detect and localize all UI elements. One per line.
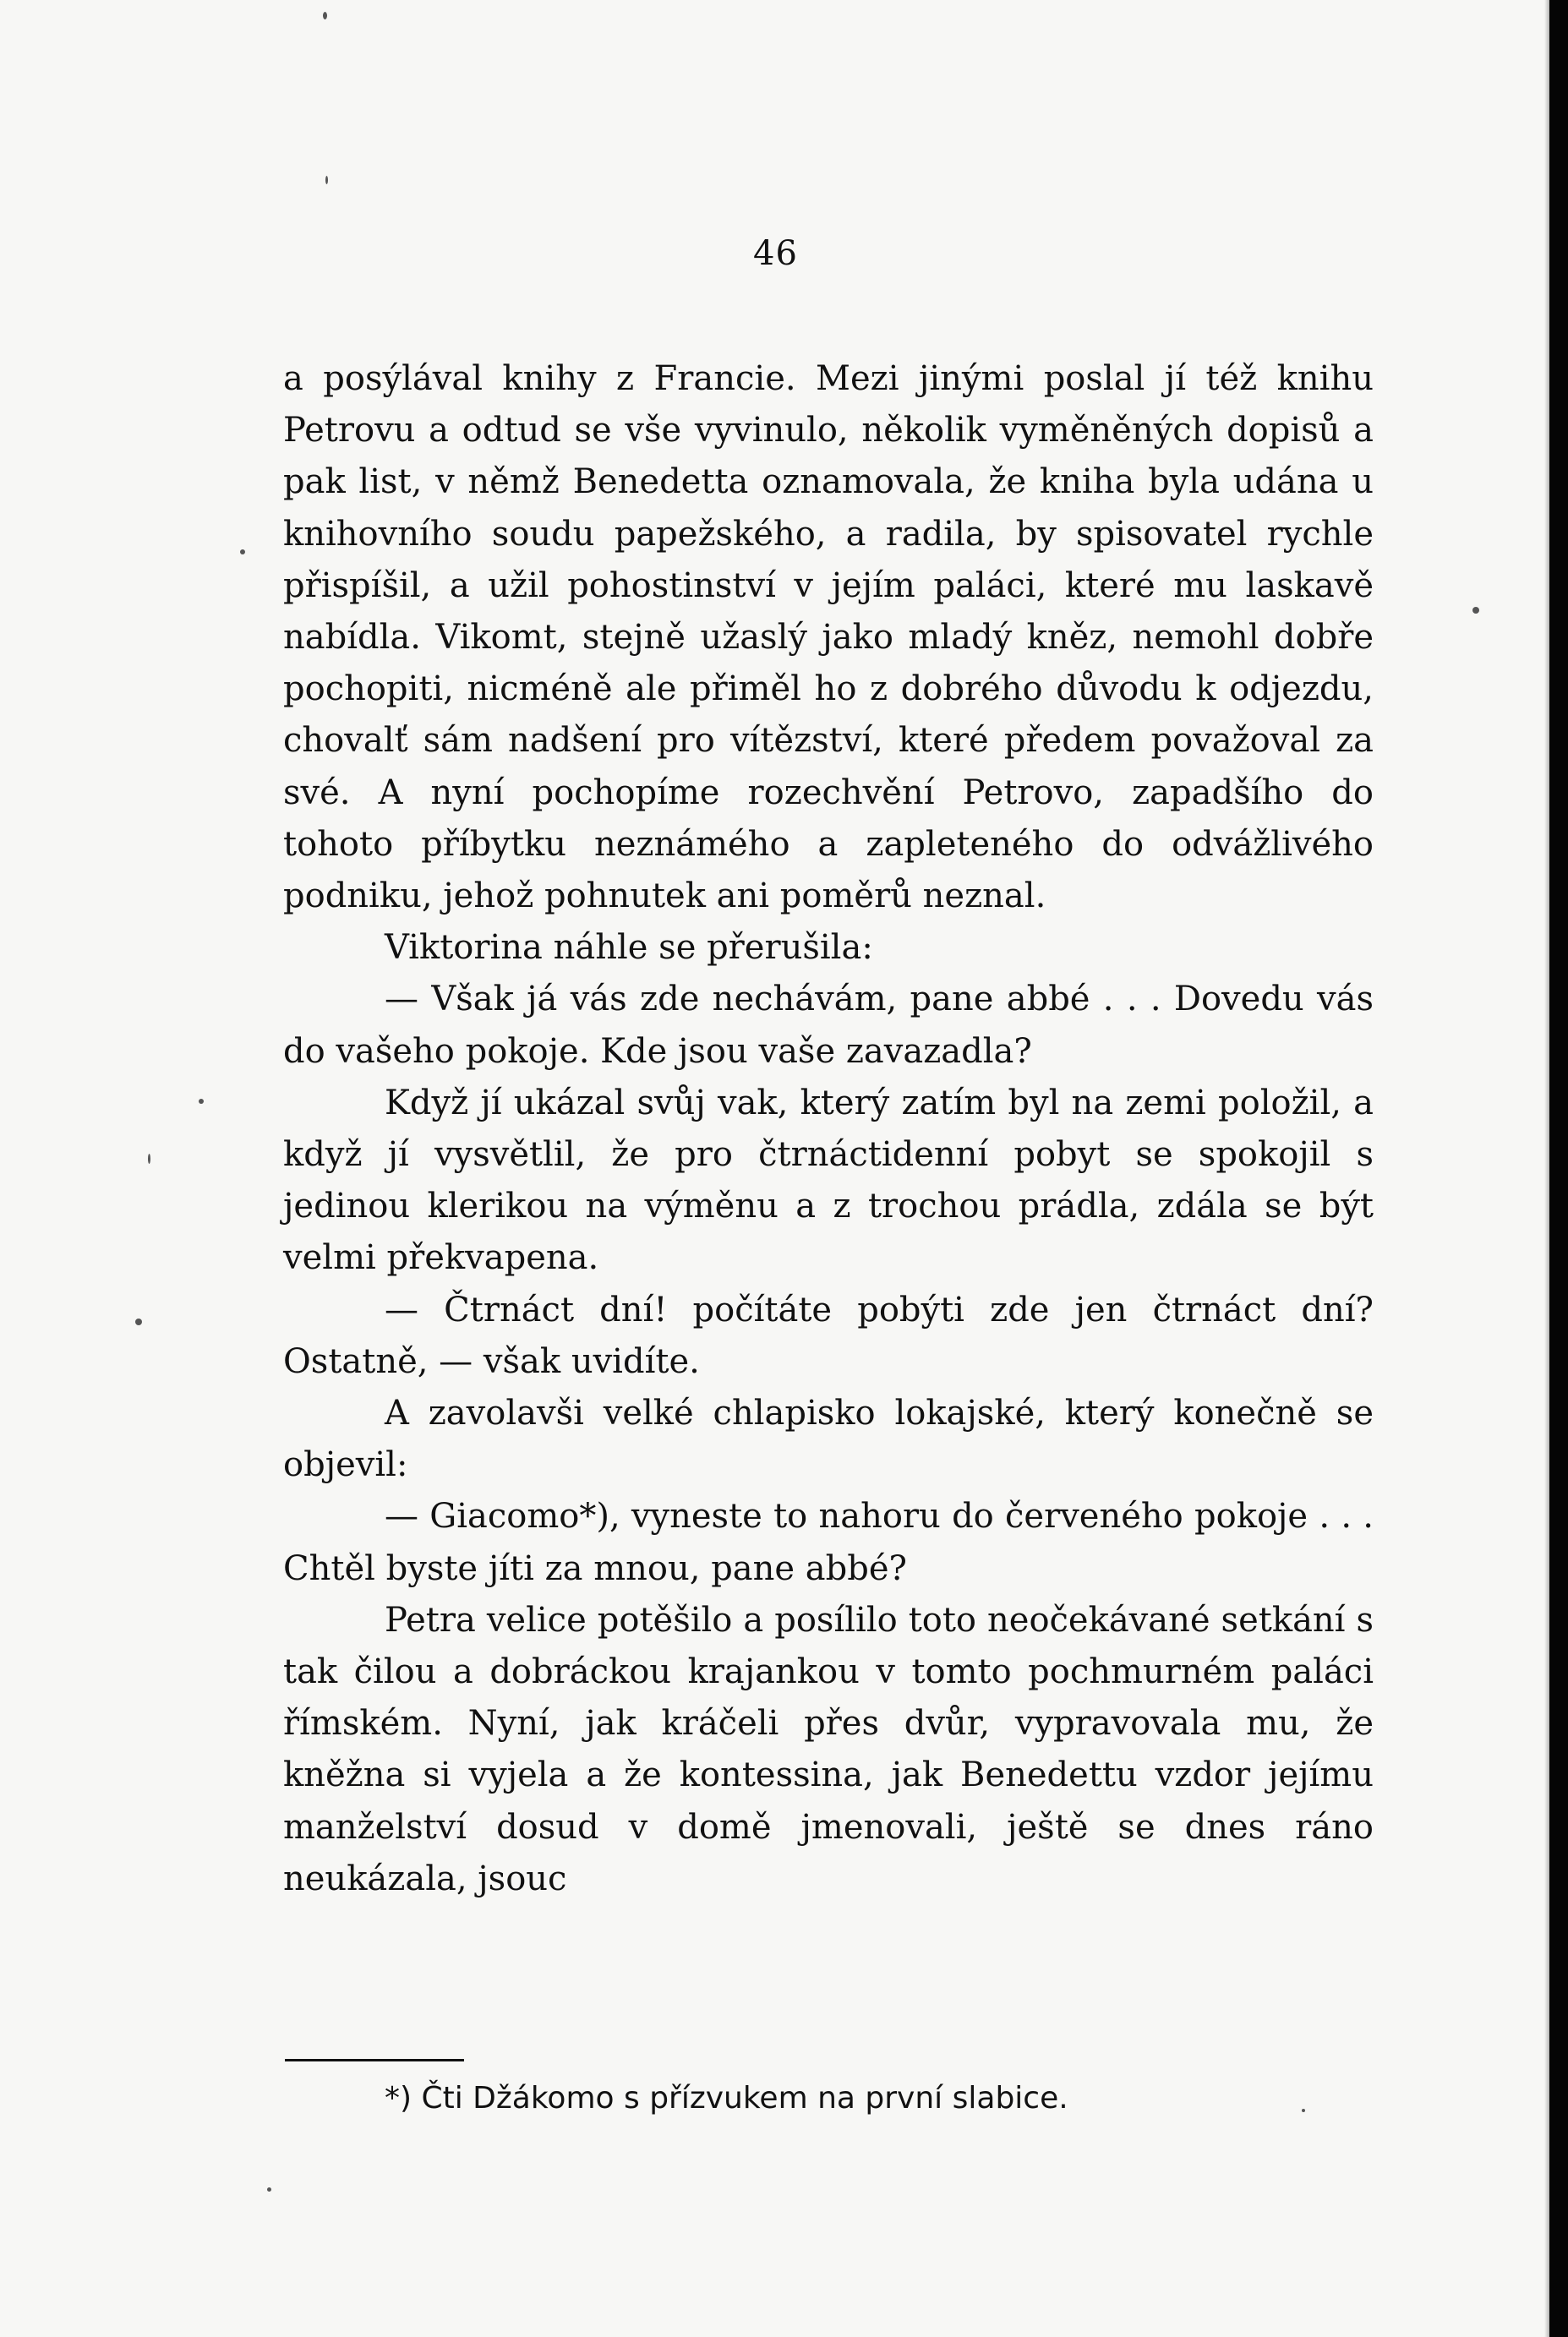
page-number: 46 — [753, 234, 798, 273]
paper-speck — [1472, 607, 1479, 614]
body-text — [283, 353, 1374, 1905]
paper-speck — [323, 12, 327, 19]
paragraph: a posýlával knihy z Francie. Mezi jinými poslal jí též knihu Petrovu a odtud se vše vyvinulo, několik vyměněných dopisů a pak list, v němž Benedetta oznamovala, že kniha byla udána u knihovního soudu papežského, a radila, by spisovatel rychle přispíšil, a užil pohostinství v jejím paláci, které mu laskavě nabídla. Vikomt, stejně užaslý jako mladý kněz, nemohl dobře pochopiti, nicméně ale přiměl ho z dobrého důvodu k odjezdu, chovalť sám nadšení pro vítězství, které předem považoval za své. A nyní pochopíme rozechvění Petrovo, zapadšího do tohoto příbytku neznámého a zapleteného do odvážlivého podniku, jehož pohnutek ani poměrů neznal. — [283, 359, 1374, 916]
paragraph: — Giacomo*), vyneste to nahoru do červeného pokoje . . . Chtěl byste jíti za mnou, pane abbé? — [283, 1497, 1374, 1588]
paragraph: Viktorina náhle se přerušila: — [385, 928, 873, 968]
paragraph: A zavolavši velké chlapisko lokajské, který konečně se objevil: — [283, 1394, 1374, 1485]
paper-speck — [240, 549, 245, 554]
paper-speck — [325, 176, 328, 184]
footnote: *) Čti Džákomo s přízvukem na první slabice. — [385, 2081, 1068, 2116]
paper-speck — [267, 2187, 271, 2192]
paragraph: Když jí ukázal svůj vak, který zatím byl na zemi položil, a když jí vysvětlil, že pro čtrnáctidenní pobyt se spokojil s jedinou klerikou na výměnu a z trochou prádla, zdála se být velmi překvapena. — [283, 1083, 1374, 1278]
scan-edge-shadow — [1549, 0, 1568, 2337]
paper-speck — [199, 1099, 204, 1104]
footnote-divider — [285, 2059, 464, 2061]
paper-speck — [148, 1154, 150, 1164]
paper-speck — [135, 1319, 142, 1325]
paper-speck — [1302, 2109, 1305, 2112]
paragraph: — Však já vás zde nechávám, pane abbé . . . Dovedu vás do vašeho pokoje. Kde jsou vaše zavazadla? — [283, 980, 1374, 1071]
paragraph: Petra velice potěšilo a posílilo toto neočekávané setkání s tak čilou a dobráckou krajankou v tomto pochmurném paláci římském. Nyní, jak kráčeli přes dvůr, vypravovala mu, že kněžna si vyjela a že kontessina, jak Benedettu vzdor jejímu manželství dosud v domě jmenovali, ještě se dnes ráno neukázala, jsouc — [283, 1600, 1374, 1898]
paragraph: — Čtrnáct dní! počítáte pobýti zde jen čtrnáct dní? Ostatně, — však uvidíte. — [283, 1290, 1374, 1381]
